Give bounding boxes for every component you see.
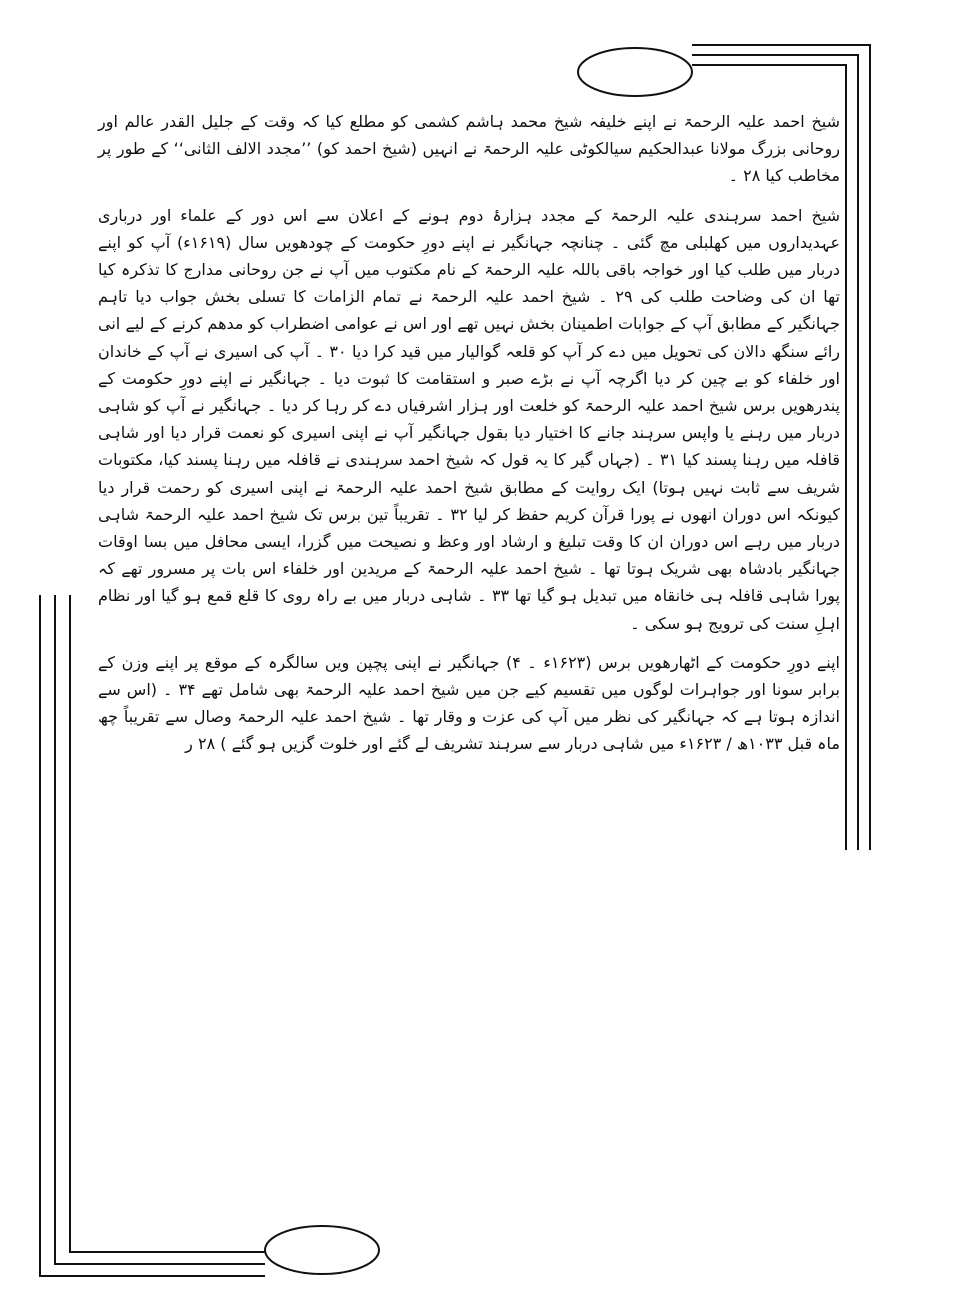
top-oval-ornament [578,48,692,96]
paragraph-1: شیخ احمد علیہ الرحمۃ نے اپنے خلیفہ شیخ محمد ہاشم کشمی کو مطلع کیا کہ وقت کے جلیل القدر عالم اور روحانی بزرگ مولانا عبدالحکیم سیالکوٹی علیہ الرحمۃ نے انہیں (شیخ احمد کو) ’’مجدد الالف الثانی‘‘ کے طور پر مخاطب کیا ۲۸ ۔ [98,112,840,186]
paragraph-2: شیخ احمد سرہندی علیہ الرحمۃ کے مجدد ہزارۂ دوم ہونے کے اعلان سے اس دور کے علماء اور درباری عہدیداروں میں کھلبلی مچ گئی ۔ چنانچہ جہانگیر نے اپنے دورِ حکومت کے چودھویں سال (۱۶۱۹ء) آپ کو اپنے دربار میں طلب کیا اور خواجہ باقی باللہ علیہ الرحمۃ کے نام مکتوب میں آپ نے جن روحانی مدارج کا تذکرہ کیا تھا ان کی وضاحت طلب کی ۲۹ ۔ شیخ احمد علیہ الرحمۃ نے تمام الزامات کا تسلی بخش جواب دیا تاہم جہانگیر کے مطابق آپ کے جوابات اطمینان بخش نہیں تھے اور اس نے عوامی اضطراب کو مدھم کرنے کے لیے انی رائے سنگھ دالان کی تحویل میں دے کر آپ کو قلعہ گوالیار میں قید کرا دیا ۳۰ ۔ آپ کی اسیری نے آپ کے خاندان اور خلفاء کو بے چین کر دیا اگرچہ آپ نے بڑے صبر و استقامت کا ثبوت دیا ۔ جہانگیر نے اپنے دورِ حکومت کے پندرھویں برس شیخ احمد علیہ الرحمۃ کو خلعت اور ہزار اشرفیاں دے کر رہا کر دیا ۔ جہانگیر نے آپ کو شاہی دربار میں رہنے یا واپس سرہند جانے کا اختیار دیا بقول جہانگیر آپ نے اپنی اسیری کو نعمت قرار دیا اور شاہی قافلہ میں رہنا پسند کیا ۳۱ ۔ (جہاں گیر کا یہ قول کہ شیخ احمد سرہندی نے قافلہ میں رہنا پسند کیا، مکتوبات شریف سے ثابت نہیں ہوتا) ایک روایت کے مطابق شیخ احمد علیہ الرحمۃ نے اپنی اسیری کو رحمت قرار دیا کیونکہ اس دوران انھوں نے پورا قرآن کریم حفظ کر لیا ۳۲ ۔ تقریباً تین برس تک شیخ احمد علیہ الرحمۃ شاہی دربار میں رہے اس دوران ان کا وقت تبلیغ و ارشاد اور وعظ و نصیحت میں گزرا، ایسی محافل میں بسا اوقات جہانگیر بادشاہ بھی شریک ہوتا تھا ۔ شیخ احمد علیہ الرحمۃ کے مریدین اور خلفاء اس بات پر مسرور تھے کہ پورا شاہی قافلہ ہی خانقاہ میں تبدیل ہو گیا تھا ۳۳ ۔ شاہی دربار میں بے راہ روی کا قلع قمع ہو گیا اور نظام اہلِ سنت کی ترویج ہو سکی ۔ [98,205,841,633]
paragraph-3: اپنے دورِ حکومت کے اٹھارھویں برس (۱۶۲۳ء ۔ ۴) جہانگیر نے اپنی پچپن ویں سالگرہ کے موقع پر اپنے وزن کے برابر سونا اور جواہرات لوگوں میں تقسیم کیے جن میں شیخ احمد علیہ الرحمۃ بھی شامل تھے ۳۴ ۔ (اس سے اندازہ ہوتا ہے کہ جہانگیر کی نظر میں آپ کی عزت و وقار تھا ۔ شیخ احمد علیہ الرحمۃ وصال سے تقریباً چھ ماہ قبل ۱۰۳۳ھ / ۱۶۲۳ء میں شاہی دربار سے سرہند تشریف لے گئے اور خلوت گزیں ہو گئے ) ۲۸ ر [98,652,840,754]
urdu-text-block [98,108,840,758]
bottom-oval-ornament [265,1226,379,1274]
